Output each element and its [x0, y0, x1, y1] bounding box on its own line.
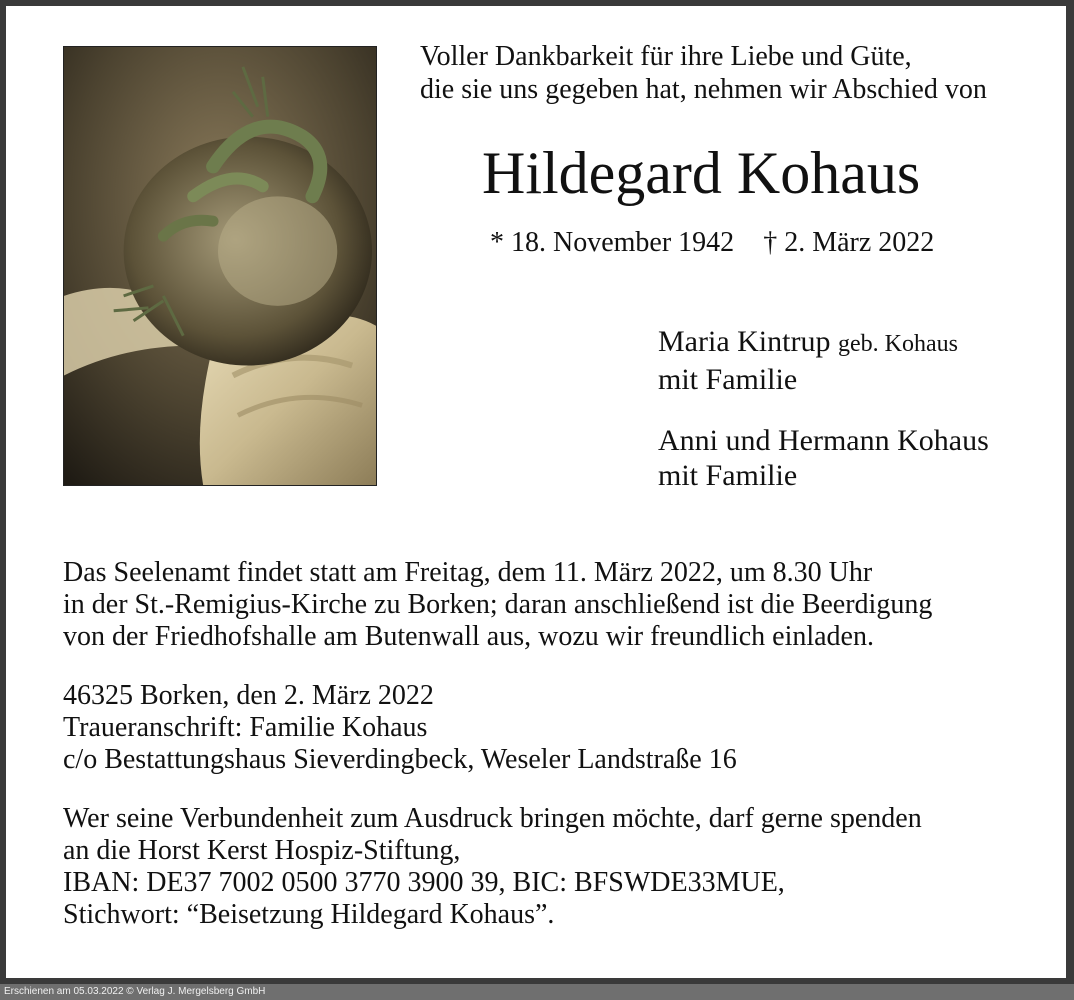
mourner-block	[658, 324, 958, 397]
obituary-notice	[6, 6, 1066, 978]
intro-line: Voller Dankbarkeit für ihre Liebe und Güte,	[420, 41, 912, 72]
service-line: in der St.-Remigius-Kirche zu Borken; daran anschließend ist die Beerdigung	[63, 589, 933, 620]
address-line: 46325 Borken, den 2. März 2022	[63, 680, 434, 711]
address-line: Traueranschrift: Familie Kohaus	[63, 712, 428, 743]
address-paragraph	[63, 680, 737, 776]
service-paragraph	[63, 557, 932, 653]
mourner-note: geb. Kohaus	[837, 331, 958, 357]
service-line: von der Friedhofshalle am Butenwall aus, wozu wir freundlich einladen.	[63, 621, 874, 652]
donation-paragraph	[63, 803, 922, 931]
intro-line: die sie uns gegeben hat, nehmen wir Abschied von	[420, 74, 987, 105]
birth-date: * 18. November 1942	[490, 227, 735, 258]
mourner-line: mit Familie	[658, 459, 798, 492]
donation-line: Stichwort: “Beisetzung Hildegard Kohaus”.	[63, 899, 555, 930]
donation-line: Wer seine Verbundenheit zum Ausdruck bringen möchte, darf gerne spenden	[63, 803, 922, 834]
crucifix-photo	[63, 46, 377, 486]
mourner-line: mit Familie	[658, 363, 798, 396]
publication-footer: Erschienen am 05.03.2022 © Verlag J. Mergelsberg GmbH	[0, 984, 1074, 1000]
mourner-name: Anni und Hermann Kohaus	[658, 424, 989, 457]
donation-line: IBAN: DE37 7002 0500 3770 3900 39, BIC: BFSWDE33MUE,	[63, 867, 785, 898]
donation-line: an die Horst Kerst Hospiz-Stiftung,	[63, 835, 461, 866]
address-line: c/o Bestattungshaus Sieverdingbeck, Weseler Landstraße 16	[63, 744, 737, 775]
crucifix-image	[64, 47, 376, 485]
mourner-name: Maria Kintrup	[658, 325, 831, 358]
life-dates	[490, 226, 934, 260]
deceased-name: Hildegard Kohaus	[482, 140, 921, 206]
death-date: † 2. März 2022	[763, 227, 935, 258]
intro-text	[420, 40, 987, 106]
mourner-block	[658, 423, 989, 493]
service-line: Das Seelenamt findet statt am Freitag, dem 11. März 2022, um 8.30 Uhr	[63, 557, 873, 588]
